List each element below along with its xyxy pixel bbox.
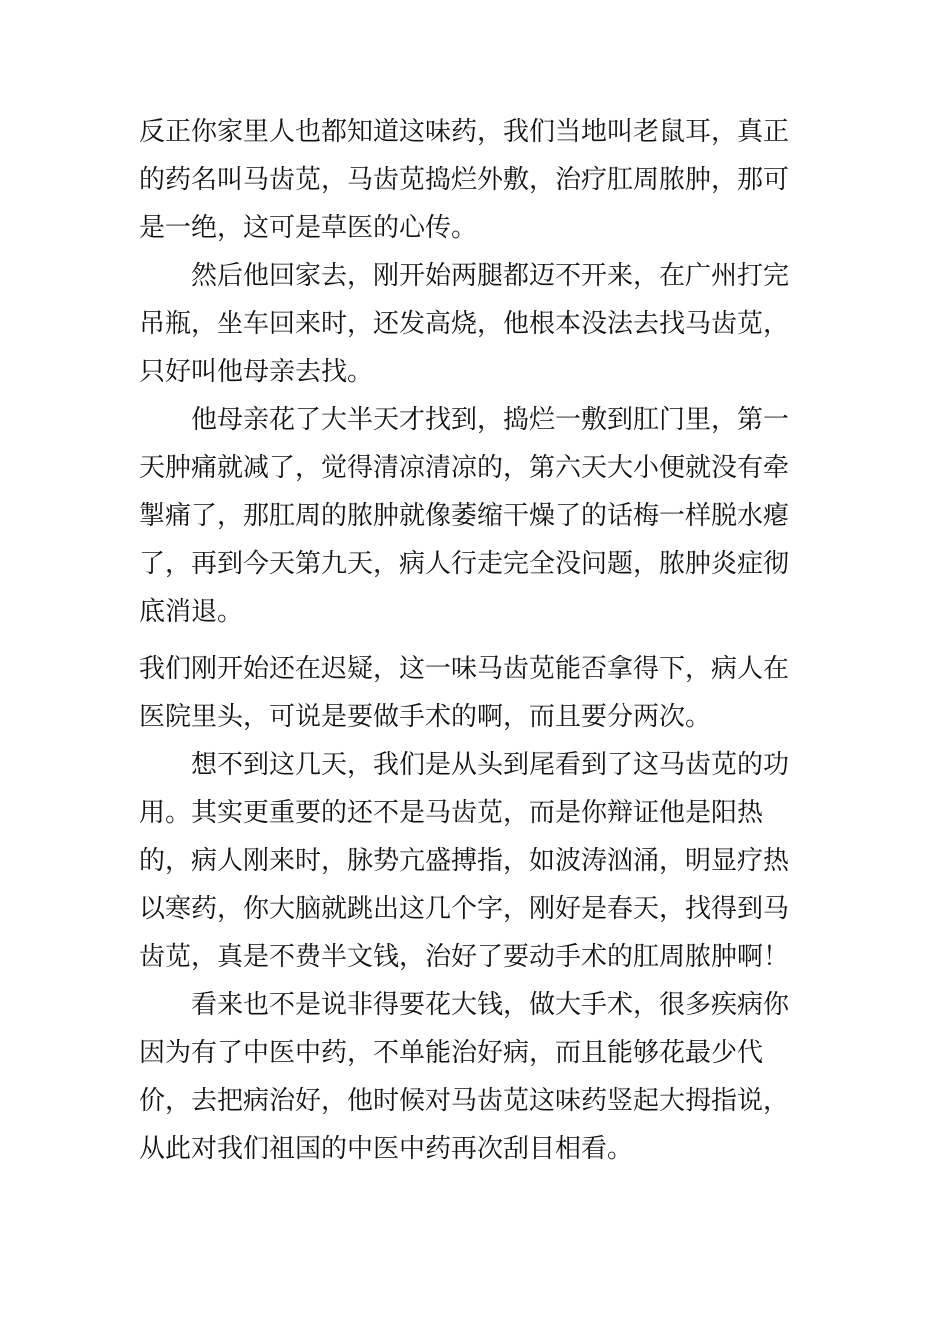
paragraph: 反正你家里人也都知道这味药，我们当地叫老鼠耳，真正的药名叫马齿苋，马齿苋捣烂外敷，治疗肛周脓肿，那可是一绝，这可是草医的心传。 bbox=[139, 117, 790, 243]
text-block-2 bbox=[139, 645, 809, 1173]
paragraph: 他母亲花了大半天才找到，捣烂一敷到肛门里，第一天肿痛就减了，觉得清凉清凉的，第六天大小便就没有牵掣痛了，那肛周的脓肿就像萎缩干燥了的话梅一样脱水瘪了，再到今天第九天，病人行走完全没问题，脓肿炎症彻底消退。 bbox=[139, 405, 790, 627]
paragraph: 然后他回家去，刚开始两腿都迈不开来，在广州打完吊瓶，坐车回来时，还发高烧，他根本没法去找马齿苋，只好叫他母亲去找。 bbox=[139, 261, 790, 387]
paragraph: 看来也不是说非得要花大钱，做大手术，很多疾病你因为有了中医中药，不单能治好病，而且能够花最少代价，去把病治好，他时候对马齿苋这味药竖起大拇指说，从此对我们祖国的中医中药再次刮目相看。 bbox=[139, 990, 790, 1164]
paragraph: 我们刚开始还在迟疑，这一味马齿苋能否拿得下，病人在医院里头，可说是要做手术的啊，而且要分两次。 bbox=[139, 654, 790, 732]
text-block-1 bbox=[139, 108, 809, 636]
paragraph: 想不到这几天，我们是从头到尾看到了这马齿苋的功用。其实更重要的还不是马齿苋，而是你辩证他是阳热的，病人刚来时，脉势亢盛搏指，如波涛汹涌，明显疗热以寒药，你大脑就跳出这几个字，刚好是春天，找得到马齿苋，真是不费半文钱，治好了要动手术的肛周脓肿啊！ bbox=[139, 750, 790, 972]
